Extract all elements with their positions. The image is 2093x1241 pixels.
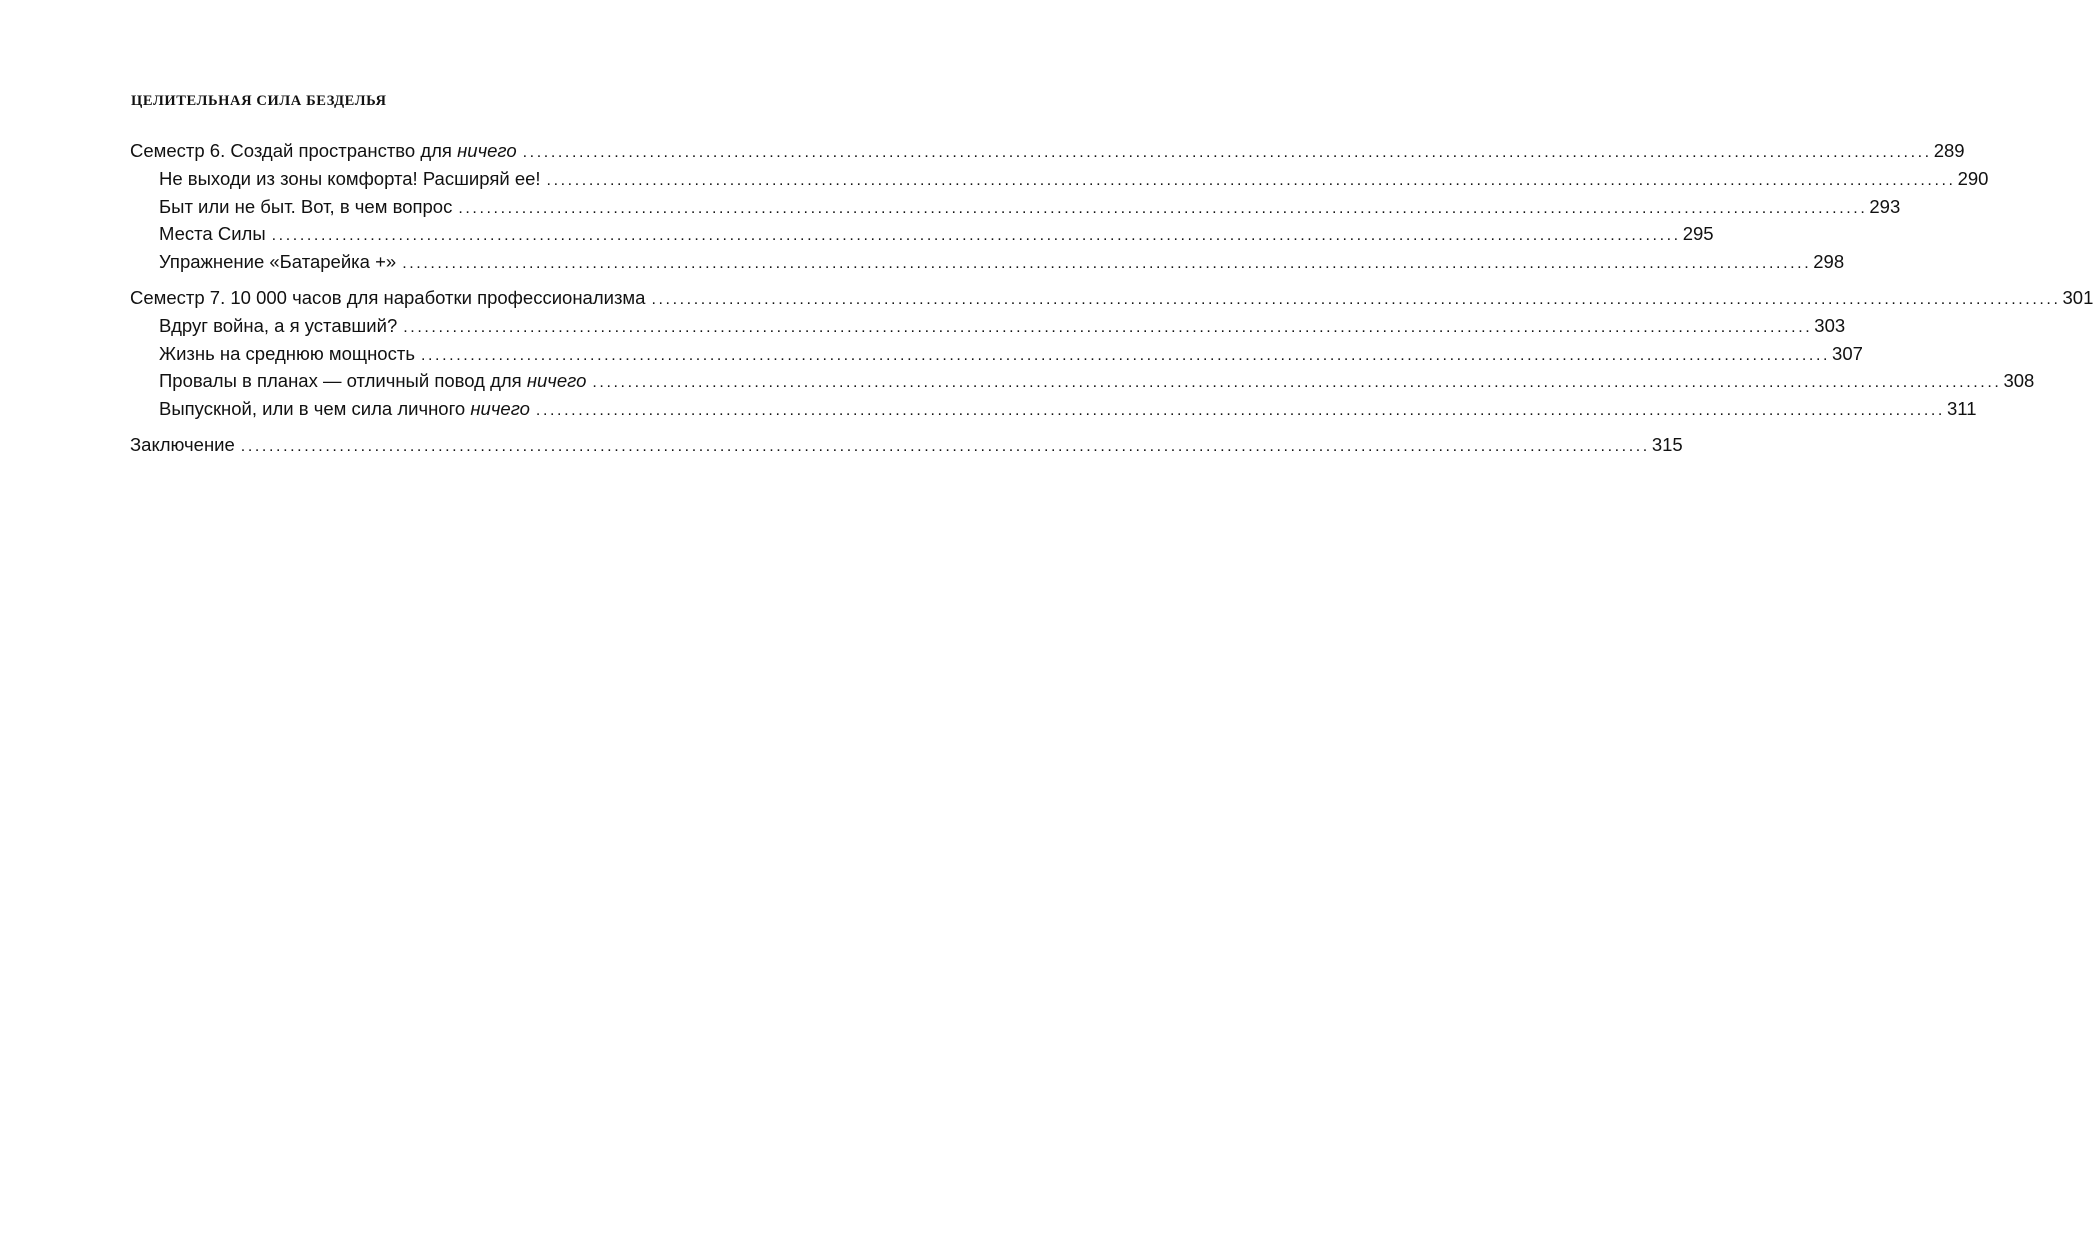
toc-subentry-page: 307 (1832, 342, 1863, 364)
toc-group-semester-7 (130, 284, 2093, 423)
toc-subentry-page: 295 (1682, 223, 1714, 245)
toc-leader-dots: ........................................................................................................................................................................................................ (403, 318, 1813, 336)
toc-subentry-title: Выпускной, или в чем сила личного ничего (159, 398, 530, 420)
toc-subentry (130, 367, 2035, 395)
toc-leader-dots: ........................................................................................................................................................................................................ (271, 227, 1681, 245)
toc-subentry (130, 193, 1901, 221)
toc-leader-dots: ........................................................................................................................................................................................................ (522, 144, 1932, 161)
toc-subentry-title: Быт или не быт. Вот, в чем вопрос (159, 195, 453, 217)
toc-subentry (130, 340, 1863, 368)
toc-leader-dots: ........................................................................................................................................................................................................ (458, 199, 1868, 217)
toc-subentry-title: Не выходи из зоны комфорта! Расширяй ее! (159, 167, 541, 189)
toc-subentry-page: 311 (1946, 398, 1977, 420)
toc-leader-dots: ........................................................................................................................................................................................................ (651, 290, 2061, 308)
toc-subentry-title: Места Силы (159, 223, 266, 245)
toc-subentry-page: 298 (1813, 251, 1845, 273)
toc-entry-title: Заключение (130, 433, 235, 455)
table-of-contents (130, 137, 2093, 467)
toc-leader-dots: ........................................................................................................................................................................................................ (592, 374, 2002, 392)
toc-leader-dots: ........................................................................................................................................................................................................ (420, 346, 1831, 364)
toc-subentry-page: 308 (2003, 370, 2035, 392)
toc-entry-title: Семестр 6. Создай пространство для ничего (130, 140, 517, 161)
toc-entry (130, 137, 1965, 165)
toc-subentry (130, 395, 1977, 423)
toc-leader-dots: ........................................................................................................................................................................................................ (546, 171, 1956, 189)
toc-subentry-title: Упражнение «Батарейка +» (159, 251, 397, 273)
toc-subentry-title: Вдруг война, а я уставший? (159, 314, 398, 336)
toc-entry-title: Семестр 7. 10 000 часов для наработки профессионализма (130, 286, 646, 308)
toc-leader-dots: ........................................................................................................................................................................................................ (402, 255, 1812, 273)
toc-subentry (130, 312, 1846, 340)
toc-entry-page: 315 (1651, 433, 1683, 455)
toc-entry-page: 289 (1933, 140, 1965, 161)
toc-entry (130, 431, 1683, 459)
toc-subentry-page: 293 (1869, 195, 1901, 217)
toc-subentry (130, 165, 1989, 193)
toc-group-semester-6 (130, 137, 1989, 276)
toc-subentry-title: Жизнь на среднюю мощность (159, 342, 415, 364)
toc-subentry-page: 303 (1814, 314, 1846, 336)
running-head: ЦЕЛИТЕЛЬНАЯ СИЛА БЕЗДЕЛЬЯ (131, 93, 387, 109)
toc-entry (130, 284, 2093, 312)
toc-subentry-page: 290 (1957, 167, 1989, 189)
toc-leader-dots: ........................................................................................................................................................................................................ (240, 437, 1650, 455)
toc-subentry (130, 248, 1845, 276)
toc-group-conclusion (130, 431, 1683, 459)
toc-leader-dots: ........................................................................................................................................................................................................ (535, 402, 1945, 420)
toc-entry-page: 301 (2062, 286, 2093, 308)
toc-subentry-title: Провалы в планах — отличный повод для ничего (159, 370, 587, 392)
toc-subentry (130, 220, 1714, 248)
